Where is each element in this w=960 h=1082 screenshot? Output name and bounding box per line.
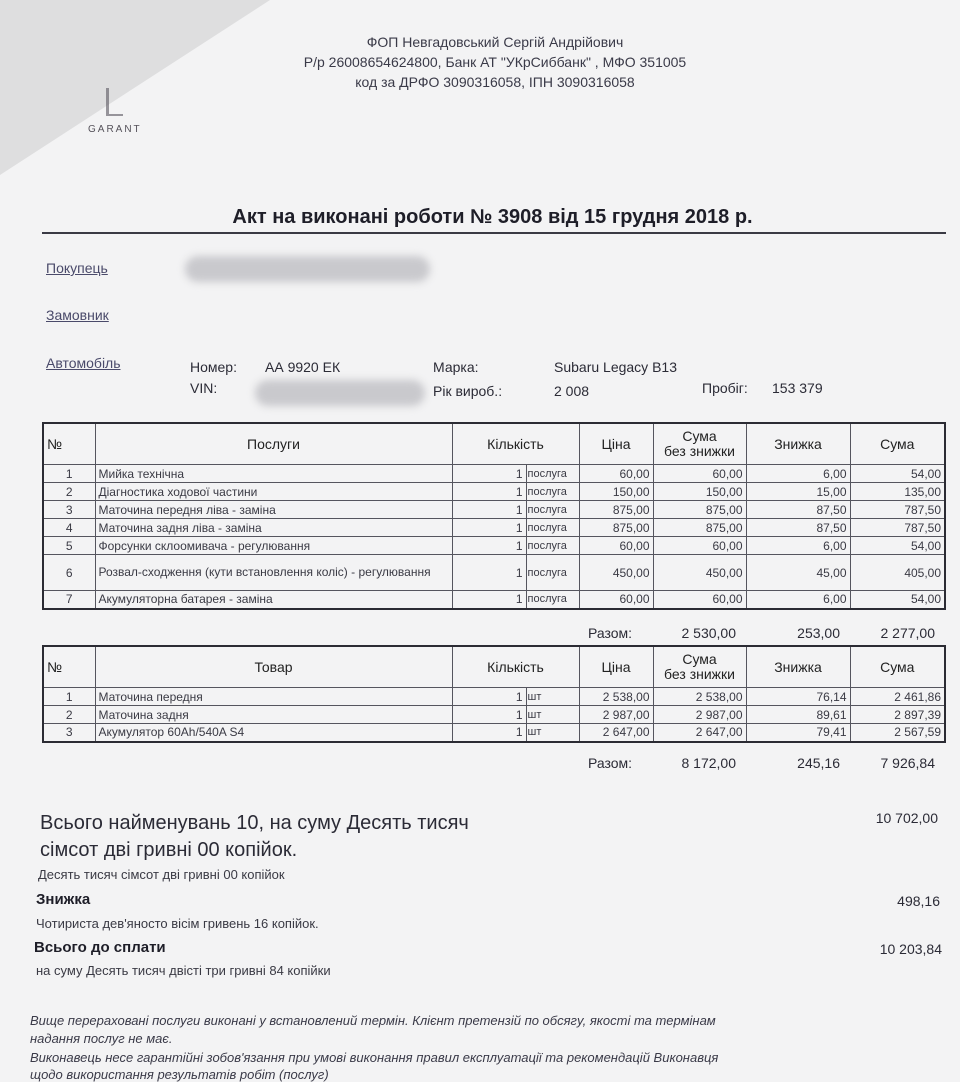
row-name: Маточина задня (95, 706, 452, 724)
goods-table (42, 645, 946, 743)
row-no: 1 (43, 688, 95, 706)
row-no: 6 (43, 555, 95, 591)
pay-label: Всього до сплати (34, 939, 166, 956)
row-sum: 405,00 (850, 555, 945, 591)
row-unit: послуга (526, 519, 579, 537)
row-sum: 54,00 (850, 537, 945, 555)
discount-amount: 498,16 (897, 893, 940, 909)
year-value: 2 008 (554, 383, 590, 399)
table-row (43, 519, 945, 537)
row-qty: 1 (452, 724, 526, 742)
row-no: 1 (43, 465, 95, 483)
goods-total-sum: 7 926,84 (880, 755, 935, 771)
row-price: 60,00 (579, 465, 653, 483)
col-no: № (43, 646, 95, 688)
row-sum: 2 461,86 (850, 688, 945, 706)
table-row (43, 724, 945, 742)
summary-total-words: Десять тисяч сімсот дві гривні 00 копійок (38, 867, 285, 882)
row-qty: 1 (452, 537, 526, 555)
year-label: Рік вироб.: (433, 383, 503, 399)
row-unit: шт (526, 706, 579, 724)
row-qty: 1 (452, 501, 526, 519)
row-sum-no-discount: 2 987,00 (653, 706, 746, 724)
col-qty: Кількість (452, 646, 579, 688)
col-sum-no-discount-line1: Сума (682, 651, 717, 667)
table-row (43, 465, 945, 483)
services-header-row (43, 423, 945, 465)
col-name: Товар (95, 646, 452, 688)
row-no: 4 (43, 519, 95, 537)
logo-text: GARANT (88, 124, 142, 135)
row-name: Акумуляторна батарея - заміна (95, 591, 452, 609)
col-discount: Знижка (746, 646, 850, 688)
note-line4: щодо використання результатів робіт (послуг) (30, 1067, 329, 1082)
row-name: Маточина передня (95, 688, 452, 706)
row-price: 2 987,00 (579, 706, 653, 724)
row-price: 2 647,00 (579, 724, 653, 742)
row-qty: 1 (452, 465, 526, 483)
car-label: Автомобіль (46, 355, 121, 371)
tax-codes: код за ДРФО 3090316058, ІПН 3090316058 (355, 74, 635, 90)
row-discount: 79,41 (746, 724, 850, 742)
col-name: Послуги (95, 423, 452, 465)
services-total-sum: 2 277,00 (880, 625, 935, 641)
folded-corner (0, 0, 270, 175)
row-unit: послуга (526, 591, 579, 609)
row-price: 60,00 (579, 591, 653, 609)
row-name: Акумулятор 60Ah/540A S4 (95, 724, 452, 742)
col-price: Ціна (579, 646, 653, 688)
row-qty: 1 (452, 706, 526, 724)
table-row (43, 706, 945, 724)
row-unit: послуга (526, 537, 579, 555)
row-name: Мийка технічна (95, 465, 452, 483)
note-line2: надання послуг не має. (30, 1031, 173, 1046)
row-unit: шт (526, 688, 579, 706)
row-qty: 1 (452, 519, 526, 537)
row-qty: 1 (452, 688, 526, 706)
row-no: 2 (43, 706, 95, 724)
row-sum-no-discount: 150,00 (653, 483, 746, 501)
company-header (280, 32, 710, 92)
row-sum-no-discount: 2 647,00 (653, 724, 746, 742)
row-name: Маточина задня ліва - заміна (95, 519, 452, 537)
col-qty: Кількість (452, 423, 579, 465)
services-total-label: Разом: (588, 625, 633, 641)
mileage-label: Пробіг: (702, 380, 748, 396)
goods-total-discount: 245,16 (797, 755, 840, 771)
row-name: Форсунки склоомивача - регулювання (95, 537, 452, 555)
summary-total-amount: 10 702,00 (875, 810, 938, 826)
row-no: 7 (43, 591, 95, 609)
row-sum: 135,00 (850, 483, 945, 501)
row-no: 5 (43, 537, 95, 555)
vin-redacted (255, 380, 425, 406)
company-name: ФОП Невгадовський Сергій Андрійович (366, 34, 624, 50)
row-no: 3 (43, 501, 95, 519)
row-no: 3 (43, 724, 95, 742)
col-sum-no-discount-line1: Сума (682, 428, 717, 444)
row-price: 2 538,00 (579, 688, 653, 706)
title-divider (42, 232, 946, 234)
table-row (43, 501, 945, 519)
row-discount: 6,00 (746, 537, 850, 555)
row-sum-no-discount: 875,00 (653, 519, 746, 537)
row-name: Діагностика ходової частини (95, 483, 452, 501)
row-sum-no-discount: 60,00 (653, 591, 746, 609)
row-qty: 1 (452, 591, 526, 609)
summary-total-line1: Всього найменувань 10, на суму Десять тисяч (40, 812, 469, 834)
table-row (43, 555, 945, 591)
garant-logo-icon (106, 88, 123, 116)
bank-details: Р/р 26008654624800, Банк АТ "УКрСиббанк" , МФО 351005 (303, 54, 687, 70)
row-discount: 89,61 (746, 706, 850, 724)
row-discount: 87,50 (746, 519, 850, 537)
row-no: 2 (43, 483, 95, 501)
row-price: 150,00 (579, 483, 653, 501)
services-total-sum-nd: 2 530,00 (681, 625, 736, 641)
row-sum: 787,50 (850, 501, 945, 519)
services-table (42, 422, 946, 610)
note-line3: Виконавець несе гарантійні зобов'язання при умові виконання правил експлуатації та рекомендацій Виконавця (30, 1050, 719, 1065)
row-sum-no-discount: 450,00 (653, 555, 746, 591)
goods-total-label: Разом: (588, 755, 633, 771)
col-price: Ціна (579, 423, 653, 465)
note-line1: Вище перераховані послуги виконані у встановлений термін. Клієнт претензій по обсягу, якості та термінам (30, 1013, 716, 1028)
mileage-value: 153 379 (772, 380, 823, 396)
table-row (43, 688, 945, 706)
col-sum-no-discount (653, 646, 746, 688)
col-sum: Сума (850, 423, 945, 465)
row-sum: 787,50 (850, 519, 945, 537)
row-qty: 1 (452, 555, 526, 591)
table-row (43, 483, 945, 501)
row-discount: 76,14 (746, 688, 850, 706)
row-sum-no-discount: 60,00 (653, 465, 746, 483)
col-sum-no-discount-line2: без знижки (664, 443, 735, 459)
row-discount: 15,00 (746, 483, 850, 501)
document-title: Акт на виконані роботи № 3908 від 15 грудня 2018 р. (232, 206, 753, 228)
row-sum-no-discount: 60,00 (653, 537, 746, 555)
table-row (43, 537, 945, 555)
row-name: Маточина передня ліва - заміна (95, 501, 452, 519)
row-sum-no-discount: 2 538,00 (653, 688, 746, 706)
row-unit: послуга (526, 483, 579, 501)
row-sum: 54,00 (850, 591, 945, 609)
discount-label: Знижка (36, 891, 91, 908)
row-discount: 87,50 (746, 501, 850, 519)
col-sum: Сума (850, 646, 945, 688)
buyer-redacted (185, 256, 430, 282)
row-unit: послуга (526, 555, 579, 591)
number-value: АА 9920 ЕК (265, 359, 341, 375)
row-sum: 2 897,39 (850, 706, 945, 724)
customer-label: Замовник (46, 307, 109, 323)
row-qty: 1 (452, 483, 526, 501)
row-discount: 45,00 (746, 555, 850, 591)
vin-label: VIN: (190, 380, 218, 396)
col-discount: Знижка (746, 423, 850, 465)
number-label: Номер: (190, 359, 237, 375)
goods-total-sum-nd: 8 172,00 (681, 755, 736, 771)
pay-amount: 10 203,84 (879, 941, 942, 957)
row-sum: 54,00 (850, 465, 945, 483)
col-sum-no-discount-line2: без знижки (664, 666, 735, 682)
goods-header-row (43, 646, 945, 688)
brand-value: Subaru Legacy B13 (554, 359, 677, 375)
col-sum-no-discount (653, 423, 746, 465)
row-unit: шт (526, 724, 579, 742)
row-price: 450,00 (579, 555, 653, 591)
row-unit: послуга (526, 465, 579, 483)
table-row (43, 591, 945, 609)
row-sum-no-discount: 875,00 (653, 501, 746, 519)
row-price: 60,00 (579, 537, 653, 555)
row-name: Розвал-сходження (кути встановлення коліс) - регулювання (95, 555, 452, 591)
discount-words: Чотириста дев'яносто вісім гривень 16 копійок. (36, 916, 319, 931)
row-discount: 6,00 (746, 465, 850, 483)
pay-words: на суму Десять тисяч двісті три гривні 84 копійки (36, 963, 331, 978)
row-discount: 6,00 (746, 591, 850, 609)
buyer-label: Покупець (46, 260, 108, 276)
col-no: № (43, 423, 95, 465)
services-total-discount: 253,00 (797, 625, 840, 641)
row-price: 875,00 (579, 519, 653, 537)
row-price: 875,00 (579, 501, 653, 519)
summary-total-line2: сімсот дві гривні 00 копійок. (40, 839, 298, 861)
row-unit: послуга (526, 501, 579, 519)
row-sum: 2 567,59 (850, 724, 945, 742)
brand-label: Марка: (433, 359, 479, 375)
